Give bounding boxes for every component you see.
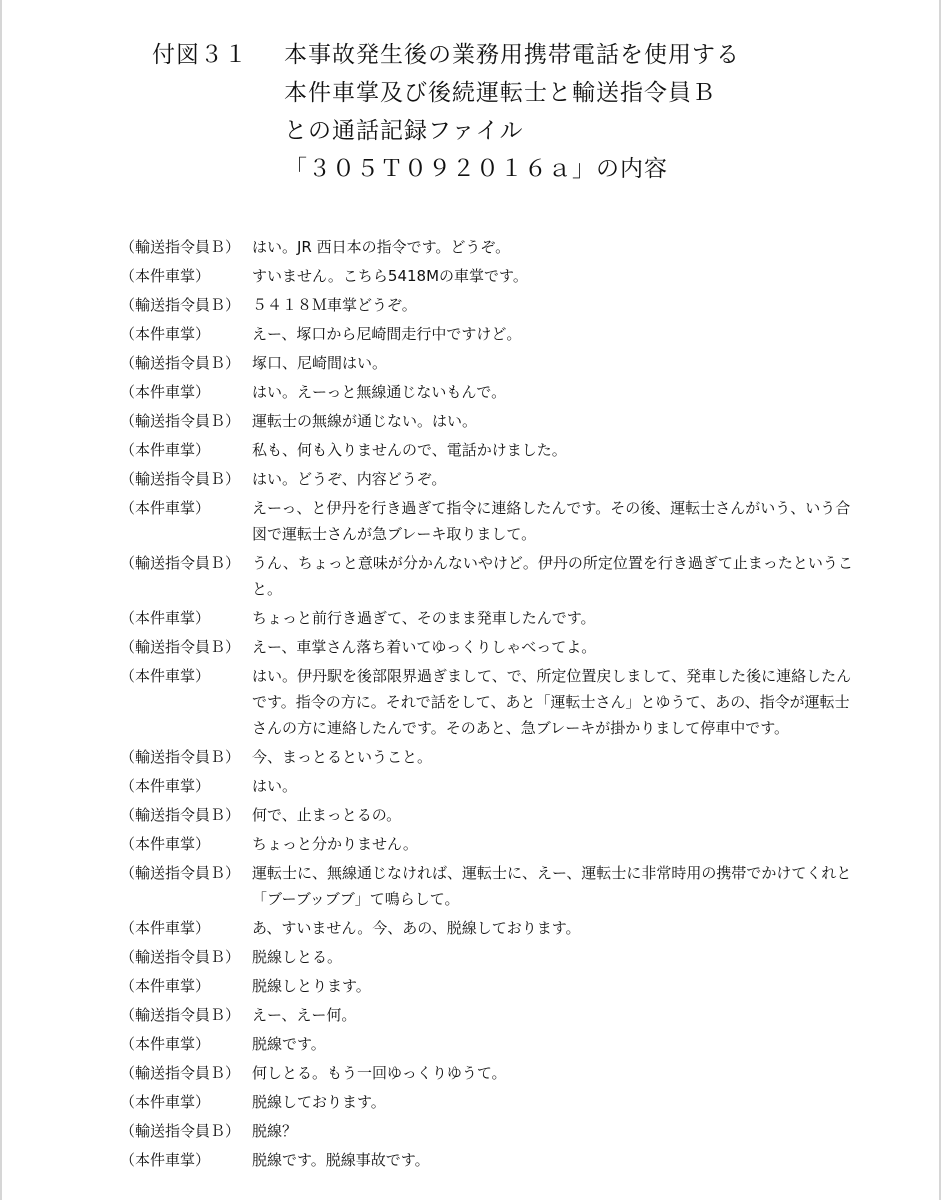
utterance-text: 運転士に、無線通じなければ、運転士に、えー、運転士に非常時用の携帯でかけてくれと「ブーブッブブ」て鳴らして。 [252,864,852,908]
title-line-3: との通話記録ファイル [284,118,524,144]
transcript-row [120,495,860,547]
call-transcript [120,234,860,1176]
speaker-label: （本件車掌） [120,325,211,343]
speaker-label: （本件車掌） [120,919,211,937]
transcript-row [120,1060,860,1086]
speaker-label: （輸送指令員Ｂ） [120,864,241,882]
title-line-4: 「３０５Ｔ０９２０１６ａ」の内容 [284,156,668,182]
transcript-row [120,944,860,970]
utterance-text: あ、すいません。今、あの、脱線しております。 [252,919,581,937]
speaker-label: （本件車掌） [120,499,211,517]
utterance-text: ちょっと分かりません。 [252,835,418,853]
utterance-text: 脱線です。 [252,1035,326,1053]
utterance-text: 脱線しとります。 [252,977,371,995]
speaker-label: （輸送指令員Ｂ） [120,1006,241,1024]
speaker-label: （輸送指令員Ｂ） [120,296,241,314]
utterance-text: はい。えーっと無線通じないもんで。 [252,383,507,401]
transcript-row [120,605,860,631]
utterance-text: 私も、何も入りませんので、電話かけました。 [252,441,567,459]
transcript-row [120,263,860,289]
speaker-label: （輸送指令員Ｂ） [120,1122,241,1140]
speaker-label: （本件車掌） [120,1035,211,1053]
speaker-label: （本件車掌） [120,1151,211,1169]
utterance-text: えー、車掌さん落ち着いてゆっくりしゃべってよ。 [252,638,597,656]
speaker-label: （本件車掌） [120,1093,211,1111]
speaker-label: （本件車掌） [120,667,211,685]
transcript-row [120,1147,860,1173]
figure-title [152,36,740,188]
speaker-label: （輸送指令員Ｂ） [120,638,241,656]
transcript-row [120,466,860,492]
utterance-text: えー、えー何。 [252,1006,357,1024]
speaker-label: （輸送指令員Ｂ） [120,412,241,430]
utterance-text: えー、塚口から尼崎間走行中ですけど。 [252,325,522,343]
speaker-label: （本件車掌） [120,777,211,795]
speaker-label: （輸送指令員Ｂ） [120,1064,241,1082]
utterance-text: ちょっと前行き過ぎて、そのまま発車したんです。 [252,609,596,627]
transcript-row [120,915,860,941]
speaker-label: （本件車掌） [120,267,211,285]
transcript-row [120,437,860,463]
title-line-2: 本件車掌及び後続運転士と輸送指令員Ｂ [284,80,716,106]
transcript-row [120,321,860,347]
transcript-row [120,831,860,857]
utterance-text: すいません。こちら5418Mの車掌です。 [252,267,528,285]
utterance-text: 何で、止まっとるの。 [252,806,402,824]
speaker-label: （輸送指令員Ｂ） [120,554,241,572]
page-edge-left [0,0,2,1200]
speaker-label: （本件車掌） [120,609,211,627]
transcript-row [120,634,860,660]
transcript-row [120,550,860,602]
utterance-text: 脱線？ [252,1122,298,1140]
title-row-3 [152,112,740,150]
transcript-row [120,350,860,376]
utterance-text: 脱線しとる。 [252,948,343,966]
transcript-row [120,802,860,828]
title-row-2 [152,74,740,112]
utterance-text: 脱線しております。 [252,1093,386,1111]
utterance-text: はい。伊丹駅を後部限界過ぎまして、で、所定位置戻しまして、発車した後に連絡したんです。指令の方に。それで話をして、あと「運転士さん」とゆうて、あの、指令が運転士さんの方に連絡したんです。そのあと、急ブレーキが掛かりまして停車中です。 [252,667,852,737]
transcript-row [120,1089,860,1115]
transcript-row [120,860,860,912]
transcript-row [120,1002,860,1028]
utterance-text: 脱線です。脱線事故です。 [252,1151,430,1169]
transcript-row [120,379,860,405]
speaker-label: （本件車掌） [120,383,211,401]
transcript-row [120,744,860,770]
utterance-text: ５４１８Ｍ車掌どうぞ。 [252,296,417,314]
transcript-row [120,408,860,434]
utterance-text: はい。JR 西日本の指令です。どうぞ。 [252,238,511,256]
utterance-text: はい。 [252,777,298,795]
utterance-text: 運転士の無線が通じない。はい。 [252,412,478,430]
title-line-1: 本事故発生後の業務用携帯電話を使用する [284,42,740,68]
speaker-label: （本件車掌） [120,835,211,853]
transcript-row [120,292,860,318]
utterance-text: えーっ、と伊丹を行き過ぎて指令に連絡したんです。その後、運転士さんがいう、いう合図で運転士さんが急ブレーキ取りまして。 [252,499,851,543]
figure-number: 付図３１ [152,42,248,68]
transcript-row [120,773,860,799]
transcript-row [120,973,860,999]
transcript-row [120,1031,860,1057]
utterance-text: 今、まっとるということ。 [252,748,433,766]
speaker-label: （輸送指令員Ｂ） [120,806,241,824]
utterance-text: はい。どうぞ、内容どうぞ。 [252,470,447,488]
title-row-4 [152,150,740,188]
utterance-text: 何しとる。もう一回ゆっくりゆうて。 [252,1064,507,1082]
title-row-1 [152,36,740,74]
speaker-label: （輸送指令員Ｂ） [120,748,241,766]
speaker-label: （輸送指令員Ｂ） [120,354,241,372]
transcript-row [120,1118,860,1144]
speaker-label: （輸送指令員Ｂ） [120,948,241,966]
utterance-text: うん、ちょっと意味が分かんないやけど。伊丹の所定位置を行き過ぎて止まったということ。 [252,554,853,598]
speaker-label: （輸送指令員Ｂ） [120,238,241,256]
transcript-row [120,663,860,741]
speaker-label: （本件車掌） [120,441,211,459]
speaker-label: （輸送指令員Ｂ） [120,470,241,488]
utterance-text: 塚口、尼崎間はい。 [252,354,388,372]
speaker-label: （本件車掌） [120,977,211,995]
transcript-row [120,234,860,260]
